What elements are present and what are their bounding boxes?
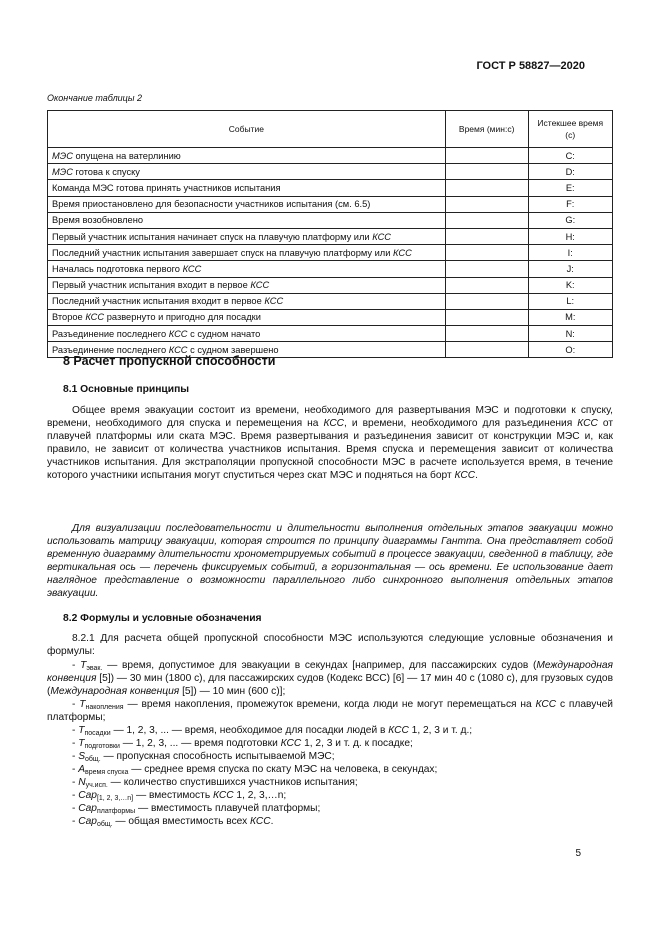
table-row bbox=[48, 228, 613, 244]
event-cell: Разъединение последнего КСС с судном завершено bbox=[48, 342, 446, 358]
event-cell: МЭС готова к спуску bbox=[48, 164, 446, 180]
page-number: 5 bbox=[575, 848, 581, 859]
elapsed-cell: M: bbox=[528, 309, 612, 325]
event-cell: Первый участник испытания начинает спуск на плавучую платформу или КСС bbox=[48, 228, 446, 244]
time-cell bbox=[445, 277, 528, 293]
paragraph-gantt: Для визуализации последовательности и длительности выполнения отдельных этапов эвакуации можно использовать матрицу эвакуации, которая строится по принципу диаграммы Гантта. Она представляет собой временную диаграмму длительности хронометрируемых событий в процессе эвакуации, сведенной в таблицу, где вертикальная ось — перечень фиксируемых событий, а горизонтальная — ось времени. Ее использование дает наглядное представление о возможности параллельного либо синхронного выполнения отдельных этапов эвакуации. bbox=[47, 523, 613, 599]
table-row bbox=[48, 196, 613, 212]
elapsed-cell: D: bbox=[528, 164, 612, 180]
table-row bbox=[48, 245, 613, 261]
section-8-1-title: 8.1 Основные принципы bbox=[63, 384, 190, 395]
elapsed-cell: O: bbox=[528, 342, 612, 358]
list-item: - $T_{посадки}$ — 1, 2, 3, ... — время, необходимое для посадки людей в КСС 1, 2, 3 и т. д.; bbox=[72, 725, 473, 737]
elapsed-cell: K: bbox=[528, 277, 612, 293]
list-item: - $T_{подготовки}$ — 1, 2, 3, ... — время подготовки КСС 1, 2, 3 и т. д. к посадке; bbox=[72, 738, 413, 750]
time-cell bbox=[445, 261, 528, 277]
symbols-list bbox=[47, 659, 613, 828]
header-time: Время (мин:с) bbox=[445, 111, 528, 148]
time-cell bbox=[445, 180, 528, 196]
table-header-row bbox=[48, 111, 613, 148]
list-item: - $N_{уч.исп.}$ — количество спустившихся участников испытания; bbox=[72, 777, 358, 789]
section-8-title: 8 Расчет пропускной способности bbox=[63, 354, 276, 368]
events-table bbox=[47, 110, 613, 358]
table-row bbox=[48, 180, 613, 196]
elapsed-cell: I: bbox=[528, 245, 612, 261]
list-item: - Cap$_{общ.}$ — общая вместимость всех КСС. bbox=[72, 816, 274, 828]
time-cell bbox=[445, 196, 528, 212]
list-item: - Cap$_{платформы}$ — вместимость плавучей платформы; bbox=[72, 803, 321, 815]
elapsed-cell: G: bbox=[528, 212, 612, 228]
time-cell bbox=[445, 293, 528, 309]
event-cell: Второе КСС развернуто и пригодно для посадки bbox=[48, 309, 446, 325]
section-8-2-title: 8.2 Формулы и условные обозначения bbox=[63, 613, 262, 624]
elapsed-cell: F: bbox=[528, 196, 612, 212]
event-cell: Последний участник испытания завершает спуск на плавучую платформу или КСС bbox=[48, 245, 446, 261]
time-cell bbox=[445, 245, 528, 261]
table-row bbox=[48, 277, 613, 293]
list-item: - $S_{общ.}$ — пропускная способность испытываемой МЭС; bbox=[72, 751, 335, 763]
table-row bbox=[48, 212, 613, 228]
elapsed-cell: J: bbox=[528, 261, 612, 277]
list-item: - $T_{накопления}$ — время накопления, промежуток времени, когда люди не могут перемещаться на КСС с плавучей платформы; bbox=[47, 699, 613, 723]
elapsed-cell: E: bbox=[528, 180, 612, 196]
table-row bbox=[48, 309, 613, 325]
time-cell bbox=[445, 164, 528, 180]
table-caption: Окончание таблицы 2 bbox=[47, 93, 142, 103]
event-cell: Время приостановлено для безопасности участников испытания (см. 6.5) bbox=[48, 196, 446, 212]
table-row bbox=[48, 148, 613, 164]
elapsed-cell: N: bbox=[528, 326, 612, 342]
event-cell: Разъединение последнего КСС с судном начато bbox=[48, 326, 446, 342]
event-cell: Время возобновлено bbox=[48, 212, 446, 228]
paragraph-principles: Общее время эвакуации состоит из времени, необходимого для развертывания МЭС и подготовки к спуску, времени, необходимого для спуска и перемещения на КСС, и времени, необходимого для разъединения КСС от плавучей платформы или ската МЭС. Время развертывания и разъединения зависит от конструкции МЭС и, как правило, не зависит от количества участников испытания. Время спуска и перемещения зависит от количества участников испытания. Для экстраполяции пропускной способности МЭС в расчете используется время, в течение которого участники испытания могут спуститься через скат МЭС и подняться на борт КСС. bbox=[47, 405, 613, 481]
time-cell bbox=[445, 148, 528, 164]
event-cell: Последний участник испытания входит в первое КСС bbox=[48, 293, 446, 309]
table-row bbox=[48, 293, 613, 309]
event-cell: Команда МЭС готова принять участников испытания bbox=[48, 180, 446, 196]
time-cell bbox=[445, 212, 528, 228]
event-cell: МЭС опущена на ватерлинию bbox=[48, 148, 446, 164]
list-item: - $A_{время спуска}$ — среднее время спуска по скату МЭС на человека, в секундах; bbox=[72, 764, 438, 776]
header-elapsed: Истекшее время (с) bbox=[528, 111, 612, 148]
elapsed-cell: C: bbox=[528, 148, 612, 164]
time-cell bbox=[445, 228, 528, 244]
list-item: - Cap$_{[1, 2, 3,\dots n]}$ — вместимость КСС 1, 2, 3,…n; bbox=[72, 790, 287, 802]
table-row bbox=[48, 326, 613, 342]
table-row bbox=[48, 164, 613, 180]
elapsed-cell: H: bbox=[528, 228, 612, 244]
elapsed-cell: L: bbox=[528, 293, 612, 309]
header-event: Событие bbox=[48, 111, 446, 148]
time-cell bbox=[445, 309, 528, 325]
event-cell: Первый участник испытания входит в первое КСС bbox=[48, 277, 446, 293]
event-cell: Началась подготовка первого КСС bbox=[48, 261, 446, 277]
standard-header: ГОСТ Р 58827—2020 bbox=[476, 60, 585, 72]
paragraph-formulas-intro: 8.2.1 Для расчета общей пропускной способности МЭС используются следующие условные обозначения и формулы: bbox=[47, 633, 613, 657]
table-row bbox=[48, 261, 613, 277]
time-cell bbox=[445, 326, 528, 342]
list-item: - $T_{эвак.}$ — время, допустимое для эвакуации в секундах [например, для пассажирских судов (Международная конвенция [5]) — 30 мин (1800 с), для пассажирских судов (Кодекс ВСС) [6] — 17 мин 40 с (1080 с), для грузовых судов (Международная конвенция [5]) — 10 мин (600 с)]; bbox=[47, 660, 613, 697]
time-cell bbox=[445, 342, 528, 358]
